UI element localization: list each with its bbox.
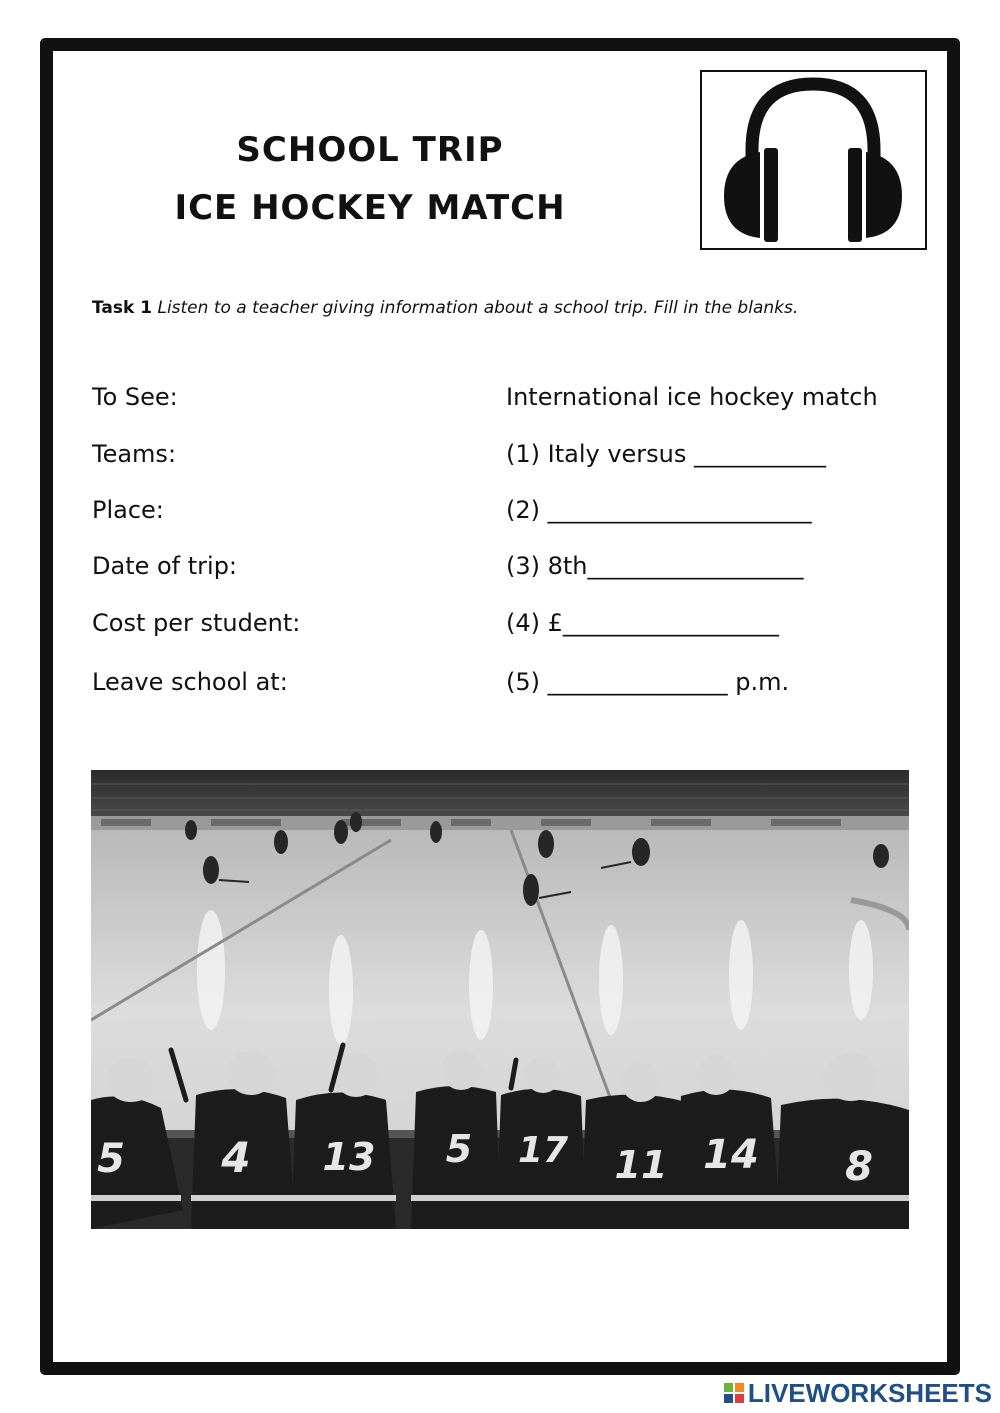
label-place: Place:	[92, 496, 164, 524]
jersey-number: 13	[322, 1135, 376, 1179]
task-instruction	[92, 298, 798, 318]
jersey-number: 4	[221, 1133, 251, 1182]
blank-date[interactable]: (3) 8th__________________	[506, 552, 804, 580]
label-leave-school-at: Leave school at:	[92, 668, 288, 696]
label-teams: Teams:	[92, 440, 177, 468]
liveworksheets-logo-icon	[724, 1383, 744, 1403]
value-to-see: International ice hockey match	[506, 383, 878, 411]
blank-teams[interactable]: (1) Italy versus ___________	[506, 440, 827, 468]
hockey-rink-illustration	[91, 770, 909, 1229]
label-cost-per-student: Cost per student:	[92, 609, 301, 637]
blank-leave-time[interactable]: (5) _______________ p.m.	[506, 668, 790, 696]
title-school-trip: SCHOOL TRIP	[236, 130, 504, 170]
liveworksheets-logo-text: LIVEWORKSHEETS	[747, 1377, 992, 1408]
label-date-of-trip: Date of trip:	[92, 552, 238, 580]
blank-cost[interactable]: (4) £__________________	[506, 609, 779, 637]
jersey-number: 11	[614, 1143, 668, 1187]
title-ice-hockey-match: ICE HOCKEY MATCH	[174, 188, 566, 228]
jersey-number: 17	[517, 1130, 569, 1171]
jersey-number: 14	[703, 1132, 759, 1178]
blank-place[interactable]: (2) ______________________	[506, 496, 812, 524]
label-to-see: To See:	[92, 383, 178, 411]
ice-hockey-photo	[91, 770, 909, 1229]
headphone-box	[700, 70, 927, 250]
jersey-number: 5	[445, 1127, 473, 1171]
task-text: Listen to a teacher giving information about a school trip. Fill in the blanks.	[157, 298, 799, 318]
task-label: Task 1	[92, 298, 153, 318]
jersey-number: 5	[97, 1136, 125, 1182]
headphones-icon	[702, 72, 925, 248]
jersey-number: 8	[845, 1144, 873, 1190]
liveworksheets-logo[interactable]	[724, 1378, 992, 1408]
